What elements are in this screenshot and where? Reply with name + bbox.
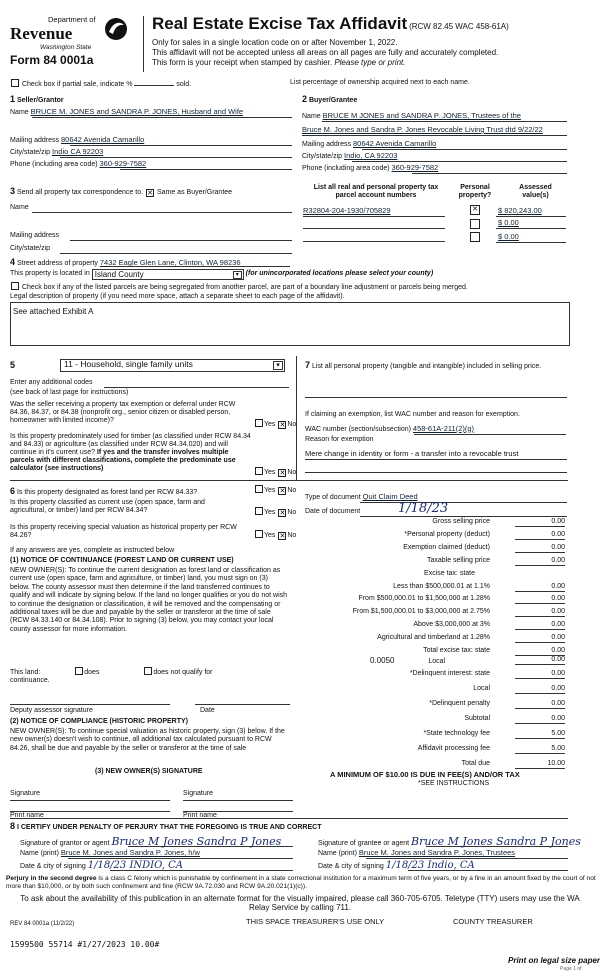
buyer-mail-row: Mailing address 80642 Avenida Camarillo bbox=[302, 139, 437, 148]
tax-row-label: Exemption claimed (deduct) bbox=[403, 543, 490, 551]
tech-fee-label: *State technology fee bbox=[423, 730, 490, 737]
owner-print-label-1: Print name bbox=[10, 812, 44, 819]
deputy-date-label: Date bbox=[200, 707, 215, 714]
dept-line3: Washington State bbox=[40, 44, 92, 51]
personal-property-checkbox-2[interactable] bbox=[470, 219, 480, 229]
land-does-checkbox[interactable] bbox=[75, 667, 83, 675]
exemption-yes-checkbox[interactable] bbox=[255, 419, 263, 427]
current-use-no-checkbox[interactable] bbox=[278, 509, 286, 517]
timber-no-checkbox[interactable] bbox=[278, 469, 286, 477]
historic-question: Is this property receiving special valuation as historical property per RCW 84.26? bbox=[10, 524, 237, 540]
timber-yes-no: Yes ✕ No bbox=[254, 467, 296, 477]
county-treasurer-label: COUNTY TREASURER bbox=[453, 917, 533, 926]
deputy-date-field[interactable] bbox=[195, 704, 290, 705]
current-use-yes-no: Yes ✕ No bbox=[254, 507, 296, 517]
see-instructions-note: *SEE INSTRUCTIONS bbox=[418, 780, 490, 787]
chevron-down-icon: ▾ bbox=[273, 361, 283, 370]
grantor-date-row: Date & city of signing 1/18/23 INDIO, CA bbox=[20, 860, 183, 871]
addl-codes-note: (see back of last page for instructions) bbox=[10, 389, 129, 396]
grantee-name-field[interactable]: Bruce M. Jones and Sandra P. Jones, Trustees bbox=[358, 848, 516, 857]
segregate-row: Check box if any of the listed parcels are being segregated from another parcel, are part of a boundary line adjustment or parcels being merged. bbox=[10, 282, 468, 292]
county-row: This property is located in Island County ▾ (for unincorporated locations please select your county) bbox=[10, 270, 434, 279]
cashier-stamp: 1599500 55714 #1/27/2023 10.00# bbox=[10, 940, 160, 949]
dept-line2: Revenue bbox=[10, 24, 73, 43]
buyer-phone-field[interactable]: 360-929-7582 bbox=[391, 163, 439, 172]
corr-mail-field[interactable] bbox=[70, 240, 292, 241]
partial-sale-row: Check box if partial sale, indicate % sold. bbox=[10, 79, 191, 89]
personal-property-heading: 7 List all personal property (tangible and intangible) included in selling price. bbox=[305, 360, 542, 370]
tax-row-label: Agricultural and timberland at 1.28% bbox=[377, 634, 490, 642]
owner-signature-label-1: Signature bbox=[10, 790, 40, 797]
corr-mail-label: Mailing address bbox=[10, 232, 60, 239]
county-select[interactable] bbox=[92, 269, 244, 280]
legal-desc-field[interactable] bbox=[10, 302, 570, 346]
tax-row bbox=[303, 518, 565, 529]
exemption-question: Was the seller receiving a property tax exemption or deferral under RCW 84.36, 84.37, or 84.38 (nonprofit org., senior citizen or disabled person, homeowner with limited income)? bbox=[10, 401, 236, 425]
local-tax-value[interactable]: 0.00 bbox=[515, 656, 565, 665]
grantor-signature-row: Signature of grantor or agent Bruce M Jones Sandra P Jones bbox=[20, 835, 282, 848]
local-rate-row: 0.0050 Local bbox=[370, 656, 446, 665]
same-as-buyer-checkbox[interactable] bbox=[146, 189, 154, 197]
tax-row bbox=[303, 621, 565, 632]
continuance-heading: (1) NOTICE OF CONTINUANCE (FOREST LAND OR CURRENT USE) bbox=[10, 557, 234, 564]
doc-date-field[interactable]: 1/18/23 bbox=[398, 501, 449, 516]
buyer-heading: 2 Buyer/Grantee bbox=[302, 94, 358, 104]
correspondence-heading: 3 Send all property tax correspondence to. ✕ Same as Buyer/Grantee bbox=[10, 186, 232, 197]
compliance-heading: (2) NOTICE OF COMPLIANCE (HISTORIC PROPERTY) bbox=[10, 718, 188, 725]
wac-number-field[interactable]: 458-61A-211(2)(g) bbox=[412, 424, 475, 433]
processing-fee-value[interactable]: 5.00 bbox=[515, 745, 565, 754]
owner-signature-field-1[interactable] bbox=[10, 800, 170, 801]
tax-row-label: From $1,500,000.01 to $3,000,000 at 2.75% bbox=[352, 608, 490, 616]
grantee-name-row: Name (print) Bruce M. Jones and Sandra P. Jones, Trustees bbox=[318, 848, 516, 857]
land-qualify-row: This land: does does not qualify for bbox=[10, 669, 213, 676]
tax-row-value[interactable]: 0.00 bbox=[515, 557, 565, 566]
continuance-body: NEW OWNER(S): To continue the current designation as forest land or classification as current use (open space, farm and agriculture, or timber) land, you must sign on (3) below. The county assessor must then determine if the land transferred continues to qualify and will indicate by signing below. If the land no longer qualifies or you do not wish to continue the designation or classification, it will be removed and the compensating or additional taxes will be due and payable by the seller or transferor at the time of sale (RCW 84.33.140 or 84.34.108). Prior to signing (3) below, you may contact your local county assessor for more information. bbox=[10, 567, 288, 633]
tax-row-label: *Personal property (deduct) bbox=[404, 530, 490, 538]
tax-row-value[interactable]: 0.00 bbox=[515, 518, 565, 527]
forest-no-checkbox[interactable] bbox=[278, 487, 286, 495]
tax-row-value[interactable]: 0.00 bbox=[515, 621, 565, 630]
local2-label: Local bbox=[473, 685, 490, 692]
tax-row-value[interactable]: 0.00 bbox=[515, 544, 565, 553]
reason-field[interactable]: Mere change in identity or form - a transfer into a revocable trust bbox=[305, 449, 519, 458]
buyer-city-field[interactable]: Indio, CA 92203 bbox=[344, 151, 398, 160]
subtotal-label: Subtotal bbox=[464, 715, 490, 722]
tax-row-label: Total excise tax: state bbox=[423, 647, 490, 654]
tax-row-value[interactable]: 0.00 bbox=[515, 647, 565, 656]
legal-size-note: Print on legal size paper bbox=[508, 956, 600, 965]
forest-yes-no: Yes ✕ No bbox=[254, 485, 296, 495]
certify-heading: 8 I CERTIFY UNDER PENALTY OF PERJURY THAT THE FOREGOING IS TRUE AND CORRECT bbox=[10, 821, 322, 831]
corr-city-field[interactable] bbox=[60, 253, 292, 254]
tax-row-value[interactable]: 0.00 bbox=[515, 634, 565, 643]
forest-yes-checkbox[interactable] bbox=[255, 485, 263, 493]
legal-desc-label: Legal description of property (if you need more space, attach a separate sheet to each page of the affidavit). bbox=[10, 293, 345, 300]
parcel-number-2[interactable] bbox=[303, 228, 445, 229]
treasurer-use-label: THIS SPACE TREASURER'S USE ONLY bbox=[246, 917, 385, 926]
street-address-field[interactable]: 7432 Eagle Glen Lane, Clinton, WA 98236 bbox=[99, 258, 241, 267]
segregate-checkbox[interactable] bbox=[11, 282, 19, 290]
tax-row bbox=[303, 531, 565, 542]
corr-name-label: Name bbox=[10, 204, 29, 211]
subtotal-value[interactable]: 0.00 bbox=[515, 715, 565, 724]
tax-row-label: Taxable selling price bbox=[426, 556, 490, 564]
seller-city-field[interactable]: Indio CA 92203 bbox=[52, 147, 104, 156]
reason-label: Reason for exemption bbox=[305, 436, 374, 443]
header-sub2: This affidavit will not be accepted unless all areas on all pages are fully and accurately completed. bbox=[152, 48, 499, 57]
land-does-not-checkbox[interactable] bbox=[144, 667, 152, 675]
tax-row bbox=[303, 570, 565, 581]
grantee-date-field[interactable]: 1/18/23 Indio, CA bbox=[385, 860, 475, 871]
seller-mail-field[interactable]: 80642 Avenida Camarillo bbox=[60, 135, 145, 144]
seller-name-row: Name BRUCE M. JONES and SANDRA P. JONES, Husband and Wife bbox=[10, 107, 244, 116]
continuance-word: continuance. bbox=[10, 677, 50, 684]
county-select-value: Island County bbox=[94, 270, 144, 279]
forest-question: 6 Is this property designated as forest land per RCW 84.33? bbox=[10, 486, 198, 496]
historic-yes-checkbox[interactable] bbox=[255, 530, 263, 538]
form-title: Real Estate Excise Tax Affidavit bbox=[152, 14, 408, 33]
personal-property-field[interactable] bbox=[305, 397, 567, 398]
page-number: Page 1 of bbox=[560, 966, 582, 972]
parcel-number-1[interactable]: R32804-204-1930/705829 bbox=[303, 206, 391, 215]
owner-print-label-2: Print name bbox=[183, 812, 217, 819]
tax-row bbox=[303, 557, 565, 568]
corr-name-field[interactable] bbox=[32, 212, 292, 213]
header-sub3: This form is your receipt when stamped by cashier. Please type or print. bbox=[152, 58, 406, 67]
assessed-col-header: Assessed value(s) bbox=[519, 184, 552, 200]
assessed-value-3[interactable]: $ 0.00 bbox=[498, 232, 519, 241]
land-use-value: 11 - Household, single family units bbox=[64, 359, 193, 369]
assessed-value-1[interactable]: $ 820,243.00 bbox=[498, 206, 542, 215]
personal-col-header: Personal property? bbox=[458, 184, 492, 200]
tax-row bbox=[303, 608, 565, 619]
doc-type-row: Type of document Quit Claim Deed bbox=[305, 492, 418, 501]
buyer-name-field-1[interactable]: BRUCE M JONES and SANDRA P. JONES, Trustees of the bbox=[322, 111, 521, 120]
new-owner-sig-heading: (3) NEW OWNER(S) SIGNATURE bbox=[95, 768, 203, 775]
seller-mail-row: Mailing address 80642 Avenida Camarillo bbox=[10, 135, 145, 144]
perjury-note: Perjury in the second degree is a class C felony which is punishable by confinement in a state correctional institution for a maximum term of five years, or by a fine in an amount fixed by the court of not more than $10,000, or by both such confinement and fine (RCW 9A.72.030 and RCW 9A.20.021(1)(c)). bbox=[6, 875, 596, 890]
partial-sale-checkbox[interactable] bbox=[11, 79, 19, 87]
alt-format-note: To ask about the availability of this publication in an alternate format for the visually impaired, please call 360-705-6705. Teletype (TTY) users may use the WA Relay Service by calling 711. bbox=[20, 894, 580, 913]
assessed-value-2[interactable]: $ 0.00 bbox=[498, 218, 519, 227]
current-use-question: Is this property classified as current use (open space, farm and agricultural, or timber) land per RCW 84.34? bbox=[10, 499, 205, 515]
form-title-ref: (RCW 82.45 WAC 458-61A) bbox=[409, 22, 509, 31]
addl-codes-label: Enter any additional codes bbox=[10, 379, 93, 386]
seller-city-row: City/state/zip Indio CA 92203 bbox=[10, 147, 104, 156]
tax-row-label: Gross selling price bbox=[432, 518, 490, 525]
page-title bbox=[152, 14, 509, 34]
seller-phone-field[interactable]: 360-929-7582 bbox=[99, 159, 147, 168]
owner-signature-field-2[interactable] bbox=[183, 800, 293, 801]
seller-name-field[interactable]: BRUCE M. JONES and SANDRA P. JONES, Husband and Wife bbox=[30, 107, 244, 116]
parcel-number-3[interactable] bbox=[303, 241, 445, 242]
grantor-name-field[interactable]: Bruce M. Jones and Sandra P. Jones, h/w bbox=[60, 848, 200, 857]
timber-yes-checkbox[interactable] bbox=[255, 467, 263, 475]
delinq-penalty-value[interactable]: 0.00 bbox=[515, 700, 565, 709]
exemption-no-checkbox[interactable] bbox=[278, 421, 286, 429]
tax-row bbox=[303, 634, 565, 645]
total-due-value[interactable]: 10.00 bbox=[515, 760, 565, 769]
exemption-claim-label: If claiming an exemption, list WAC number and reason for exemption. bbox=[305, 411, 520, 418]
doc-date-label: Date of document bbox=[305, 508, 361, 515]
tax-row-value[interactable]: 0.00 bbox=[515, 595, 565, 604]
doc-type-field[interactable]: Quit Claim Deed bbox=[362, 492, 418, 501]
current-use-yes-checkbox[interactable] bbox=[255, 507, 263, 515]
delinq-interest-label: *Delinquent interest: state bbox=[409, 670, 490, 677]
street-row: 4 Street address of property 7432 Eagle Glen Lane, Clinton, WA 98236 bbox=[10, 257, 241, 267]
deputy-sig-label: Deputy assessor signature bbox=[10, 707, 93, 714]
grantor-signature-field[interactable]: Bruce M Jones Sandra P Jones bbox=[111, 835, 282, 848]
grantee-signature-row: Signature of grantee or agent Bruce M Jones Sandra P Jones bbox=[318, 835, 581, 848]
buyer-mail-field[interactable]: 80642 Avenida Camarillo bbox=[352, 139, 437, 148]
tax-row-value[interactable]: 0.00 bbox=[515, 608, 565, 617]
compliance-body: NEW OWNER(S): To continue special valuation as historic property, sign (3) below. If the new owner(s) doesn't wish to continue, all additional tax calculated pursuant to RCW 84.26, shall be due and payable by the seller or transferor at the time of sale bbox=[10, 728, 285, 752]
personal-property-checkbox-3[interactable] bbox=[470, 232, 480, 242]
seller-phone-row: Phone (including area code) 360-929-7582 bbox=[10, 159, 147, 168]
tax-row bbox=[303, 583, 565, 594]
minimum-fee-note: A MINIMUM OF $10.00 IS DUE IN FEE(S) AND/OR TAX bbox=[330, 770, 520, 779]
corr-city-label: City/state/zip bbox=[10, 245, 51, 252]
total-due-label: Total due bbox=[461, 760, 490, 767]
if-any-yes-note: If any answers are yes, complete as instructed below bbox=[10, 547, 175, 554]
delinq-interest-value[interactable]: 0.00 bbox=[515, 670, 565, 679]
header-sub1: Only for sales in a single location code on or after November 1, 2022. bbox=[152, 38, 398, 47]
wac-row: WAC number (section/subsection) 458-61A-211(2)(g) bbox=[305, 424, 475, 433]
tax-row-label: From $500,000.01 to $1,500,000 at 1.28% bbox=[358, 595, 490, 603]
tax-row bbox=[303, 544, 565, 555]
tech-fee-value[interactable]: 5.00 bbox=[515, 730, 565, 739]
historic-no-checkbox[interactable] bbox=[278, 532, 286, 540]
ownership-note: List percentage of ownership acquired next to each name. bbox=[290, 79, 470, 86]
grantor-date-field[interactable]: 1/18/23 INDIO, CA bbox=[87, 860, 183, 871]
local-rate: 0.0050 bbox=[370, 656, 395, 665]
delinq-penalty-label: *Delinquent penalty bbox=[429, 700, 490, 707]
legal-desc-value: See attached Exhibit A bbox=[13, 307, 94, 316]
tax-row-label: Excise tax: state bbox=[424, 569, 475, 577]
dept-line1: Department of bbox=[48, 15, 96, 24]
deputy-signature-field[interactable] bbox=[10, 704, 170, 705]
tax-row-value[interactable]: 0.00 bbox=[515, 531, 565, 540]
buyer-phone-row: Phone (including area code) 360-929-7582 bbox=[302, 163, 439, 172]
grantee-signature-field[interactable]: Bruce M Jones Sandra P Jones bbox=[411, 835, 581, 848]
chevron-down-icon: ▾ bbox=[233, 271, 242, 279]
personal-property-checkbox-1[interactable] bbox=[470, 205, 480, 215]
addl-codes-field[interactable] bbox=[104, 387, 289, 388]
parcel-col-header: List all real and personal property tax parcel account numbers bbox=[313, 184, 439, 200]
grantee-date-row: Date & city of signing 1/18/23 Indio, CA bbox=[318, 860, 475, 871]
buyer-name-row: Name BRUCE M JONES and SANDRA P. JONES, Trustees of the bbox=[302, 111, 521, 120]
historic-yes-no: Yes ✕ No bbox=[254, 530, 296, 540]
form-number: Form 84 0001a bbox=[10, 53, 94, 67]
buyer-city-row: City/state/zip Indio, CA 92203 bbox=[302, 151, 398, 160]
section5-number: 5 bbox=[10, 360, 16, 370]
tax-row-value[interactable]: 0.00 bbox=[515, 583, 565, 592]
seller-heading: 1 Seller/Grantor bbox=[10, 94, 64, 104]
tax-row-label: Above $3,000,000 at 3% bbox=[413, 621, 490, 629]
rev-number: REV 84 0001a (11/2/22) bbox=[10, 921, 75, 927]
local2-value[interactable]: 0.00 bbox=[515, 685, 565, 694]
exemption-yes-no: Yes ✕ No bbox=[254, 419, 296, 429]
grantor-name-row: Name (print) Bruce M. Jones and Sandra P. Jones, h/w bbox=[20, 848, 200, 857]
land-use-select[interactable] bbox=[60, 359, 285, 372]
tax-row bbox=[303, 595, 565, 606]
revenue-swoosh-icon bbox=[104, 16, 128, 42]
owner-signature-label-2: Signature bbox=[183, 790, 213, 797]
buyer-name-field-2[interactable]: Bruce M. Jones and Sandra P. Jones Revocable Living Trust dtd 9/22/22 bbox=[302, 125, 543, 134]
tax-row-label: Less than $500,000.01 at 1.1% bbox=[393, 582, 490, 590]
processing-fee-label: Affidavit processing fee bbox=[417, 745, 490, 752]
timber-question: Is this property predominately used for timber (as classified under RCW 84.34 and 84.33) or agriculture (as classified under RCW 84.34.020) and will continue in it's current use? If yes and the transfer involves multiple parcels with different classifications, complete the predominate use calculator (see instructions) bbox=[10, 433, 251, 473]
